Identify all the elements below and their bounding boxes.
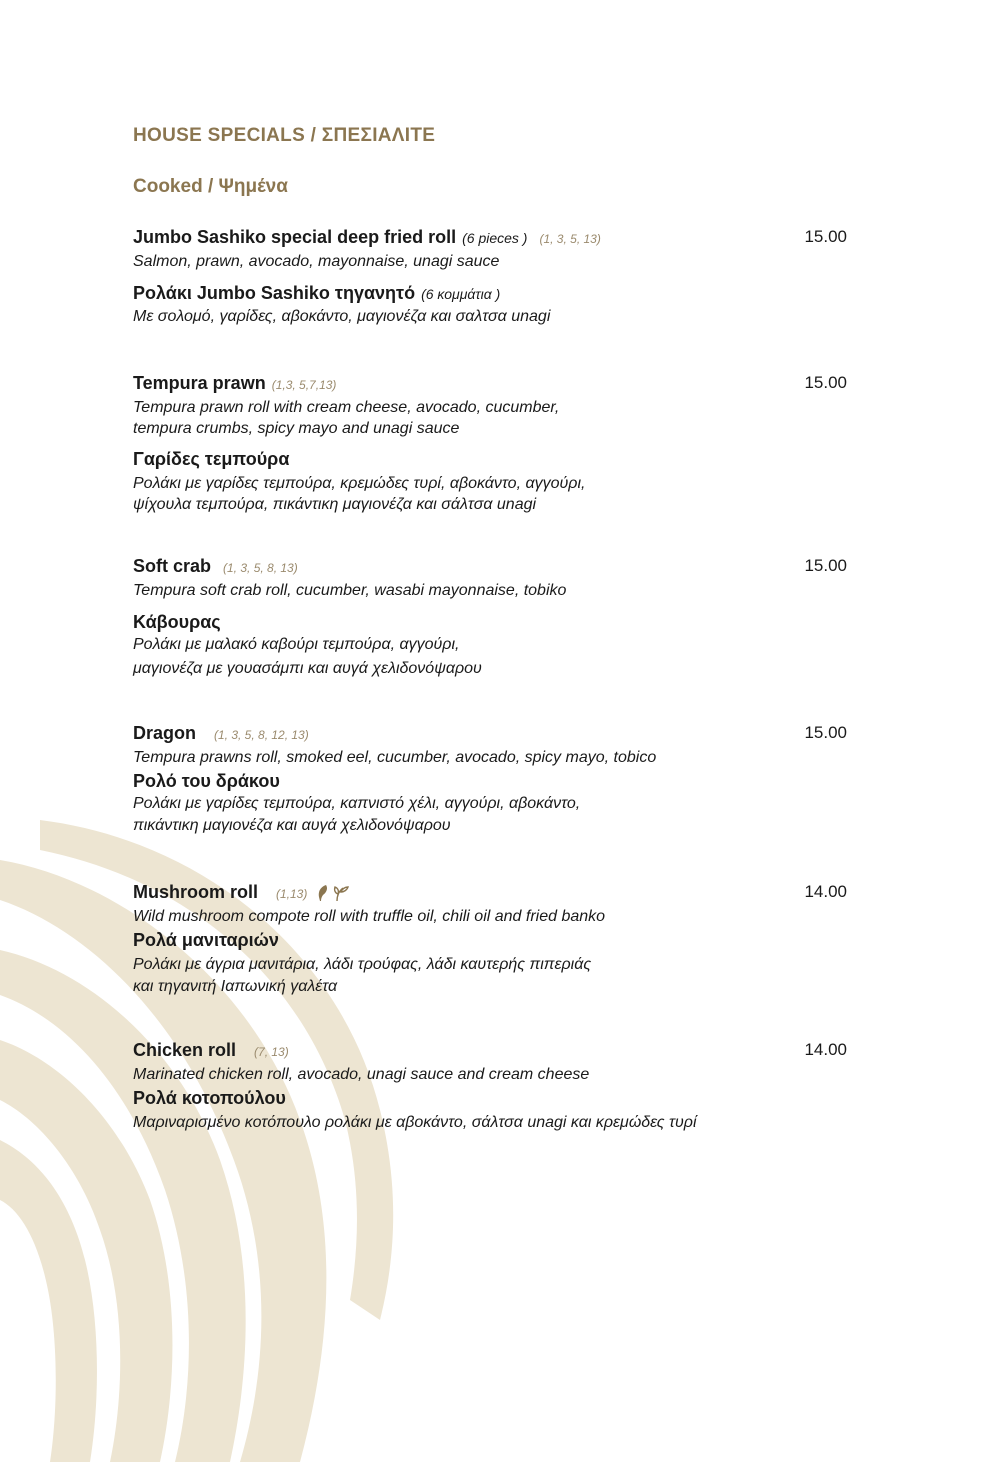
item-desc-gr: Μαριναρισμένο κοτόπουλο ρολάκι με αβοκάντο, σάλτσα unagi και κρεμώδες τυρί [133,1114,697,1131]
item-price: 15.00 [804,227,847,246]
item-pieces-gr: (6 κομμάτια ) [421,286,501,302]
menu-item-chicken-roll [133,1038,847,1134]
item-name-en-text: Mushroom roll [133,882,258,902]
item-allergens: (1, 3, 5, 8, 12, 13) [214,728,309,742]
item-desc-gr-line: Ρολάκι με μαλακό καβούρι τεμπούρα, αγγούρι, [133,636,460,653]
item-name-en-text: Chicken roll [133,1040,237,1060]
item-desc-gr-line: Ρολάκι με άγρια μανιτάρια, λάδι τρούφας, λάδι καυτερής πιπεριάς [133,956,592,973]
item-pieces-en: (6 pieces ) [462,230,528,246]
item-allergens: (1,3, 5,7,13) [271,378,337,392]
item-desc-en: Wild mushroom compote roll with truffle oil, chili oil and fried banko [133,908,606,925]
item-name-en [133,371,847,397]
menu-item-soft-crab [133,554,847,680]
item-price: 14.00 [804,882,847,901]
item-name-gr: Γαρίδες τεμπούρα [133,449,290,469]
menu-item-jumbo-sashiko [133,225,847,328]
item-desc-gr-line: Ρολάκι με γαρίδες τεμπούρα, καπνιστό χέλι, αγγούρι, αβοκάντο, [133,795,581,812]
item-name-en [133,554,847,580]
item-name-en-text: Tempura prawn [133,373,266,393]
item-desc-en: Tempura prawns roll, smoked eel, cucumber, avocado, spicy mayo, tobico [133,749,657,766]
item-desc-gr-line: και τηγανιτή Ιαπωνική γαλέτα [133,978,338,995]
item-name-en [133,721,847,747]
vegetarian-icons [317,884,349,902]
menu-item-dragon [133,721,847,837]
item-name-en-text: Dragon [133,723,196,743]
item-price: 14.00 [804,1040,847,1059]
vegan-sprout-icon [333,884,349,902]
item-name-en [133,880,847,906]
item-name-gr: Ρολά κοτοπούλου [133,1088,286,1108]
item-name-gr: Κάβουρας [133,612,221,632]
item-desc-gr-line: Ρολάκι με γαρίδες τεμπούρα, κρεμώδες τυρί, αβοκάντο, αγγούρι, [133,475,586,492]
item-price: 15.00 [804,556,847,575]
item-desc-gr-line: ψίχουλα τεμπούρα, πικάντικη μαγιονέζα και σάλτσα unagi [133,496,537,513]
item-desc-en: Tempura soft crab roll, cucumber, wasabi mayonnaise, tobiko [133,582,567,599]
section-title: HOUSE SPECIALS / ΣΠΕΣΙΑΛΙΤΕ [133,125,436,146]
item-allergens: (1,13) [276,887,308,901]
item-name-gr-text: Ρολάκι Jumbo Sashiko τηγανητό [133,283,416,303]
item-name-en-text: Jumbo Sashiko special deep fried roll [133,227,457,247]
menu-item-mushroom-roll [133,880,847,998]
item-desc-en: Salmon, prawn, avocado, mayonnaise, unagi sauce [133,253,500,270]
item-desc-gr-line: μαγιονέζα με γουασάμπι και αυγά χελιδονόψαρου [133,660,482,677]
item-name-en [133,225,847,251]
menu-page [133,0,853,1462]
item-desc-en-line: tempura crumbs, spicy mayo and unagi sauce [133,420,460,437]
item-desc-gr: Με σολομό, γαρίδες, αβοκάντο, μαγιονέζα και σαλτσα unagi [133,308,551,325]
item-desc-en: Marinated chicken roll, avocado, unagi sauce and cream cheese [133,1066,590,1083]
item-name-en [133,1038,847,1064]
item-desc-gr-line: πικάντικη μαγιονέζα και αυγά χελιδονόψαρου [133,817,451,834]
menu-item-tempura-prawn [133,371,847,515]
section-subtitle: Cooked / Ψημένα [133,176,288,197]
item-allergens: (1, 3, 5, 13) [539,232,601,246]
item-price: 15.00 [804,723,847,742]
item-name-gr: Ρολά μανιταριών [133,930,279,950]
item-allergens: (1, 3, 5, 8, 13) [223,561,298,575]
item-price: 15.00 [804,373,847,392]
item-name-gr: Ρολό του δράκου [133,771,280,791]
item-name-en-text: Soft crab [133,556,212,576]
item-name-gr [133,281,847,306]
leaf-icon [317,884,329,902]
item-desc-en-line: Tempura prawn roll with cream cheese, avocado, cucumber, [133,399,560,416]
item-allergens: (7, 13) [254,1045,289,1059]
